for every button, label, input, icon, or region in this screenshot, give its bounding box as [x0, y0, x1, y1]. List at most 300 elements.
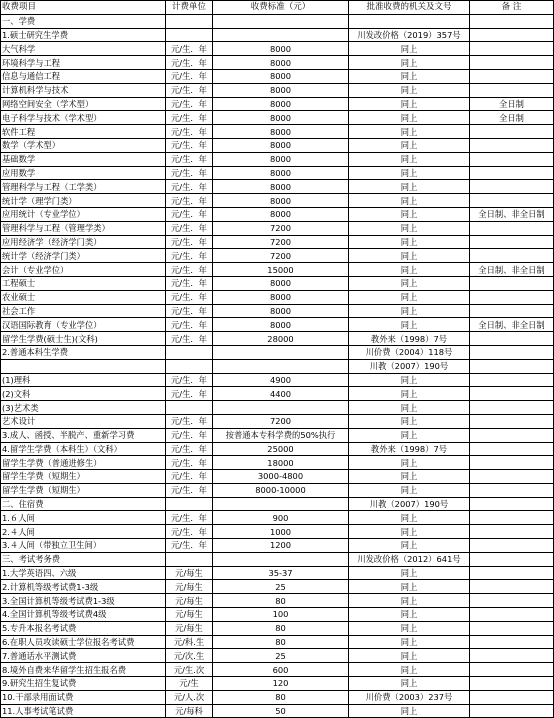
fee-item-cell: 1.硕士研究生学费 — [1, 28, 166, 42]
approval-cell: 同上 — [349, 387, 470, 401]
standard-cell: 25 — [213, 649, 349, 663]
table-row — [1, 621, 554, 635]
table-row — [1, 166, 554, 180]
standard-cell: 18000 — [213, 456, 349, 470]
unit-cell — [166, 28, 213, 42]
unit-cell: 元/生．年 — [166, 428, 213, 442]
approval-cell: 川价费（2003）237号 — [349, 690, 470, 704]
table-row — [1, 221, 554, 235]
standard-cell: 8000 — [213, 97, 349, 111]
fee-item-cell: 4.留学生学费（本科生）（文科） — [1, 442, 166, 456]
note-cell — [470, 497, 554, 511]
standard-cell: 8000 — [213, 69, 349, 83]
header-note: 备 注 — [470, 1, 554, 15]
approval-cell: 同上 — [349, 194, 470, 208]
note-cell — [470, 566, 554, 580]
standard-cell: 4400 — [213, 387, 349, 401]
table-row — [1, 290, 554, 304]
standard-cell — [213, 552, 349, 566]
unit-cell: 元/每科 — [166, 704, 213, 718]
table-row — [1, 263, 554, 277]
approval-cell: 同上 — [349, 428, 470, 442]
table-row — [1, 552, 554, 566]
note-cell — [470, 235, 554, 249]
standard-cell: 35-37 — [213, 566, 349, 580]
note-cell — [470, 359, 554, 373]
unit-cell: 元/生．年 — [166, 511, 213, 525]
fee-item-cell: 管理科学与工程（工学类） — [1, 180, 166, 194]
table-row — [1, 608, 554, 622]
standard-cell: 8000 — [213, 318, 349, 332]
standard-cell: 8000 — [213, 207, 349, 221]
note-cell — [470, 290, 554, 304]
approval-cell: 同上 — [349, 525, 470, 539]
fee-item-cell: 汉语国际教育（专业学位） — [1, 318, 166, 332]
unit-cell: 元/生．年 — [166, 483, 213, 497]
standard-cell: 80 — [213, 594, 349, 608]
unit-cell: 元/每生 — [166, 621, 213, 635]
unit-cell: 元/生．年 — [166, 318, 213, 332]
table-row — [1, 373, 554, 387]
standard-cell: 28000 — [213, 332, 349, 346]
table-row — [1, 97, 554, 111]
fee-item-cell: 应用统计（专业学位） — [1, 207, 166, 221]
approval-cell: 川发改价格（2019）357号 — [349, 28, 470, 42]
approval-cell: 同上 — [349, 608, 470, 622]
approval-cell: 同上 — [349, 166, 470, 180]
table-row — [1, 332, 554, 346]
fee-item-cell: 软件工程 — [1, 125, 166, 139]
note-cell: 全日制、非全日制 — [470, 318, 554, 332]
table-row — [1, 566, 554, 580]
fee-item-cell: 1.６人间 — [1, 511, 166, 525]
table-row — [1, 580, 554, 594]
standard-cell: 600 — [213, 663, 349, 677]
standard-cell: 15000 — [213, 263, 349, 277]
standard-cell: 7200 — [213, 221, 349, 235]
note-cell — [470, 373, 554, 387]
approval-cell: 同上 — [349, 635, 470, 649]
standard-cell: 8000 — [213, 290, 349, 304]
approval-cell: 同上 — [349, 97, 470, 111]
fee-item-cell: 计算机科学与技术 — [1, 83, 166, 97]
standard-cell: 80 — [213, 621, 349, 635]
table-row — [1, 470, 554, 484]
note-cell — [470, 138, 554, 152]
fee-item-cell: 网络空间安全（学术型） — [1, 97, 166, 111]
approval-cell: 川教（2007）190号 — [349, 497, 470, 511]
unit-cell: 元/每生 — [166, 608, 213, 622]
approval-cell: 同上 — [349, 401, 470, 415]
approval-cell: 同上 — [349, 594, 470, 608]
note-cell — [470, 166, 554, 180]
unit-cell: 元/生．年 — [166, 166, 213, 180]
approval-cell: 同上 — [349, 83, 470, 97]
fee-item-cell: 2.４人间 — [1, 525, 166, 539]
standard-cell: 8000 — [213, 152, 349, 166]
unit-cell: 元/生．年 — [166, 304, 213, 318]
table-row — [1, 483, 554, 497]
approval-cell: 同上 — [349, 483, 470, 497]
note-cell — [470, 152, 554, 166]
unit-cell: 元/人.次 — [166, 690, 213, 704]
fee-item-cell: 基础数学 — [1, 152, 166, 166]
table-row — [1, 690, 554, 704]
table-row — [1, 249, 554, 263]
unit-cell: 元/生．年 — [166, 194, 213, 208]
fee-item-cell: 应用数学 — [1, 166, 166, 180]
note-cell — [470, 663, 554, 677]
table-row — [1, 276, 554, 290]
standard-cell: 50 — [213, 704, 349, 718]
standard-cell — [213, 28, 349, 42]
table-row — [1, 387, 554, 401]
approval-cell: 同上 — [349, 704, 470, 718]
standard-cell — [213, 345, 349, 359]
fee-item-cell: 7.普通话水平测试费 — [1, 649, 166, 663]
fee-item-cell: 6.在职人员攻读硕士学位报名考试费 — [1, 635, 166, 649]
approval-cell: 川教（2007）190号 — [349, 359, 470, 373]
note-cell — [470, 401, 554, 415]
fee-item-cell: 9.研究生招生复试费 — [1, 677, 166, 691]
approval-cell: 同上 — [349, 539, 470, 553]
table-row — [1, 42, 554, 56]
table-row — [1, 304, 554, 318]
unit-cell: 元/生．年 — [166, 276, 213, 290]
standard-cell: 3000-4800 — [213, 470, 349, 484]
table-row — [1, 14, 554, 28]
table-row — [1, 138, 554, 152]
standard-cell: 80 — [213, 690, 349, 704]
note-cell — [470, 304, 554, 318]
standard-cell: 8000 — [213, 56, 349, 70]
table-header-row — [1, 1, 554, 15]
note-cell — [470, 635, 554, 649]
note-cell — [470, 42, 554, 56]
table-row — [1, 56, 554, 70]
unit-cell: 元/生．年 — [166, 414, 213, 428]
approval-cell: 同上 — [349, 304, 470, 318]
table-row — [1, 69, 554, 83]
header-approval: 批准收费的机关及文号 — [349, 1, 470, 15]
table-row — [1, 235, 554, 249]
standard-cell: 7200 — [213, 235, 349, 249]
fee-item-cell: 8.境外自费来华留学生招生报名费 — [1, 663, 166, 677]
table-row — [1, 635, 554, 649]
approval-cell: 同上 — [349, 56, 470, 70]
unit-cell — [166, 401, 213, 415]
approval-cell: 同上 — [349, 276, 470, 290]
approval-cell: 同上 — [349, 621, 470, 635]
standard-cell: 8000 — [213, 276, 349, 290]
fee-item-cell: 3.全国计算机等级考试费1-3级 — [1, 594, 166, 608]
header-standard: 收费标准（元） — [213, 1, 349, 15]
table-row — [1, 525, 554, 539]
note-cell — [470, 180, 554, 194]
fee-item-cell: 留学生学费（短期生） — [1, 483, 166, 497]
note-cell — [470, 332, 554, 346]
approval-cell: 同上 — [349, 470, 470, 484]
fee-item-cell: 5.专升本报名考试费 — [1, 621, 166, 635]
fee-item-cell: (2)文科 — [1, 387, 166, 401]
note-cell — [470, 387, 554, 401]
unit-cell: 元/生．年 — [166, 97, 213, 111]
standard-cell — [213, 497, 349, 511]
standard-cell: 4900 — [213, 373, 349, 387]
note-cell — [470, 125, 554, 139]
header-unit: 计费单位 — [166, 1, 213, 15]
unit-cell: 元/生．年 — [166, 539, 213, 553]
table-row — [1, 83, 554, 97]
table-row — [1, 111, 554, 125]
note-cell — [470, 470, 554, 484]
note-cell — [470, 428, 554, 442]
standard-cell: 8000 — [213, 304, 349, 318]
standard-cell: 8000 — [213, 125, 349, 139]
fee-item-cell: 1.大学英语四、六级 — [1, 566, 166, 580]
note-cell — [470, 552, 554, 566]
unit-cell — [166, 552, 213, 566]
fee-item-cell: 应用经济学（经济学门类） — [1, 235, 166, 249]
approval-cell: 同上 — [349, 414, 470, 428]
note-cell — [470, 608, 554, 622]
table-row — [1, 414, 554, 428]
fee-item-cell: 留学生学费（短期生） — [1, 470, 166, 484]
note-cell — [470, 483, 554, 497]
note-cell — [470, 677, 554, 691]
standard-cell: 8000 — [213, 83, 349, 97]
note-cell — [470, 221, 554, 235]
note-cell — [470, 414, 554, 428]
unit-cell: 元/生．年 — [166, 207, 213, 221]
unit-cell: 元/每生 — [166, 566, 213, 580]
fee-item-cell: (1)理科 — [1, 373, 166, 387]
approval-cell: 教外来（1998）7号 — [349, 332, 470, 346]
fee-item-cell: 2.计算机等级考试费1-3级 — [1, 580, 166, 594]
table-row — [1, 207, 554, 221]
table-row — [1, 28, 554, 42]
table-row — [1, 677, 554, 691]
fee-item-cell: 工程硕士 — [1, 276, 166, 290]
approval-cell: 川价费（2004）118号 — [349, 345, 470, 359]
table-row — [1, 125, 554, 139]
standard-cell: 25 — [213, 580, 349, 594]
approval-cell: 同上 — [349, 221, 470, 235]
approval-cell: 川发改价格（2012）641号 — [349, 552, 470, 566]
note-cell: 全日制 — [470, 111, 554, 125]
note-cell — [470, 511, 554, 525]
note-cell: 全日制 — [470, 97, 554, 111]
approval-cell: 同上 — [349, 580, 470, 594]
approval-cell: 同上 — [349, 152, 470, 166]
fee-item-cell: 统计学（理学门类） — [1, 194, 166, 208]
unit-cell: 元/生．年 — [166, 42, 213, 56]
note-cell — [470, 594, 554, 608]
approval-cell: 同上 — [349, 180, 470, 194]
standard-cell: 8000 — [213, 166, 349, 180]
note-cell — [470, 456, 554, 470]
unit-cell: 元/生．年 — [166, 249, 213, 263]
approval-cell: 同上 — [349, 677, 470, 691]
standard-cell: 1200 — [213, 539, 349, 553]
unit-cell: 元/科.生 — [166, 635, 213, 649]
note-cell — [470, 649, 554, 663]
note-cell — [470, 194, 554, 208]
unit-cell: 元/生．年 — [166, 442, 213, 456]
unit-cell: 元/生．年 — [166, 69, 213, 83]
standard-cell: 8000 — [213, 42, 349, 56]
approval-cell: 同上 — [349, 663, 470, 677]
unit-cell: 元/生．年 — [166, 332, 213, 346]
unit-cell — [166, 359, 213, 373]
standard-cell — [213, 359, 349, 373]
note-cell: 全日制、非全日制 — [470, 207, 554, 221]
approval-cell: 同上 — [349, 290, 470, 304]
standard-cell: 1000 — [213, 525, 349, 539]
fee-item-cell: 大气科学 — [1, 42, 166, 56]
table-row — [1, 649, 554, 663]
unit-cell: 元/每生 — [166, 594, 213, 608]
approval-cell: 同上 — [349, 511, 470, 525]
note-cell — [470, 345, 554, 359]
fee-item-cell: 10.干部录用面试费 — [1, 690, 166, 704]
note-cell — [470, 525, 554, 539]
approval-cell: 同上 — [349, 456, 470, 470]
standard-cell: 8000 — [213, 138, 349, 152]
unit-cell: 元/生．年 — [166, 125, 213, 139]
table-row — [1, 359, 554, 373]
approval-cell: 同上 — [349, 318, 470, 332]
note-cell — [470, 249, 554, 263]
approval-cell — [349, 14, 470, 28]
unit-cell — [166, 14, 213, 28]
unit-cell: 元/生．年 — [166, 235, 213, 249]
fee-item-cell: 3.成人、函授、半脱产、重新学习费 — [1, 428, 166, 442]
standard-cell — [213, 14, 349, 28]
note-cell — [470, 28, 554, 42]
standard-cell: 900 — [213, 511, 349, 525]
unit-cell: 元/生．年 — [166, 470, 213, 484]
table-row — [1, 401, 554, 415]
unit-cell: 元/每生 — [166, 580, 213, 594]
unit-cell: 元/生．年 — [166, 387, 213, 401]
fee-item-cell: 艺术设计 — [1, 414, 166, 428]
standard-cell: 120 — [213, 677, 349, 691]
unit-cell: 元/次.生 — [166, 649, 213, 663]
table-row — [1, 594, 554, 608]
note-cell — [470, 69, 554, 83]
fee-item-cell: 数学（学术型） — [1, 138, 166, 152]
note-cell — [470, 621, 554, 635]
approval-cell: 同上 — [349, 263, 470, 277]
unit-cell: 元/生．年 — [166, 111, 213, 125]
table-row — [1, 539, 554, 553]
fee-item-cell: 三、考试考务费 — [1, 552, 166, 566]
fee-item-cell: 11.人事考试笔试费 — [1, 704, 166, 718]
approval-cell: 同上 — [349, 42, 470, 56]
approval-cell: 同上 — [349, 207, 470, 221]
standard-cell: 8000 — [213, 194, 349, 208]
unit-cell: 元/生．年 — [166, 373, 213, 387]
table-row — [1, 497, 554, 511]
table-row — [1, 318, 554, 332]
unit-cell — [166, 497, 213, 511]
fee-item-cell: 会计（专业学位） — [1, 263, 166, 277]
table-row — [1, 152, 554, 166]
standard-cell: 100 — [213, 608, 349, 622]
approval-cell: 同上 — [349, 69, 470, 83]
table-row — [1, 663, 554, 677]
standard-cell: 按普通本专科学费的50%执行 — [213, 428, 349, 442]
note-cell — [470, 56, 554, 70]
standard-cell — [213, 401, 349, 415]
fee-item-cell: 3.４人间（带独立卫生间） — [1, 539, 166, 553]
standard-cell: 25000 — [213, 442, 349, 456]
fee-item-cell: 留学生学费(硕士生)(文科) — [1, 332, 166, 346]
note-cell — [470, 442, 554, 456]
approval-cell: 同上 — [349, 125, 470, 139]
unit-cell: 元/生．年 — [166, 290, 213, 304]
fee-item-cell: (3)艺术类 — [1, 401, 166, 415]
unit-cell: 元/生．年 — [166, 180, 213, 194]
unit-cell: 元/生．年 — [166, 456, 213, 470]
table-row — [1, 428, 554, 442]
approval-cell: 同上 — [349, 373, 470, 387]
table-row — [1, 180, 554, 194]
fee-item-cell: 2.普通本科生学费 — [1, 345, 166, 359]
standard-cell: 8000 — [213, 111, 349, 125]
unit-cell: 元/生．年 — [166, 138, 213, 152]
approval-cell: 同上 — [349, 249, 470, 263]
table-row — [1, 442, 554, 456]
unit-cell: 元/生.次 — [166, 663, 213, 677]
fee-item-cell: 电子科学与技术（学术型） — [1, 111, 166, 125]
fee-item-cell: 一、学费 — [1, 14, 166, 28]
fee-item-cell: 社会工作 — [1, 304, 166, 318]
approval-cell: 同上 — [349, 138, 470, 152]
fee-item-cell: 留学生学费（普通进修生） — [1, 456, 166, 470]
table-row — [1, 511, 554, 525]
note-cell — [470, 14, 554, 28]
approval-cell: 同上 — [349, 111, 470, 125]
unit-cell: 元/生．年 — [166, 83, 213, 97]
table-row — [1, 194, 554, 208]
fee-item-cell: 管理科学与工程（管理学类） — [1, 221, 166, 235]
table-row — [1, 456, 554, 470]
fee-item-cell: 农业硕士 — [1, 290, 166, 304]
note-cell — [470, 539, 554, 553]
fee-item-cell: 4.全国计算机等级考试费4级 — [1, 608, 166, 622]
note-cell — [470, 580, 554, 594]
fee-item-cell: 信息与通信工程 — [1, 69, 166, 83]
note-cell — [470, 83, 554, 97]
approval-cell: 同上 — [349, 566, 470, 580]
header-item: 收费项目 — [1, 1, 166, 15]
unit-cell: 元/生．年 — [166, 263, 213, 277]
fee-item-cell — [1, 359, 166, 373]
unit-cell: 元/生．年 — [166, 525, 213, 539]
note-cell — [470, 276, 554, 290]
fee-item-cell: 统计学（经济学门类） — [1, 249, 166, 263]
unit-cell: 元/生 — [166, 677, 213, 691]
note-cell — [470, 690, 554, 704]
fee-item-cell: 二、住宿费 — [1, 497, 166, 511]
note-cell: 全日制、非全日制 — [470, 263, 554, 277]
approval-cell: 教外来（1998）7号 — [349, 442, 470, 456]
standard-cell: 7200 — [213, 414, 349, 428]
table-row — [1, 345, 554, 359]
unit-cell: 元/生．年 — [166, 56, 213, 70]
